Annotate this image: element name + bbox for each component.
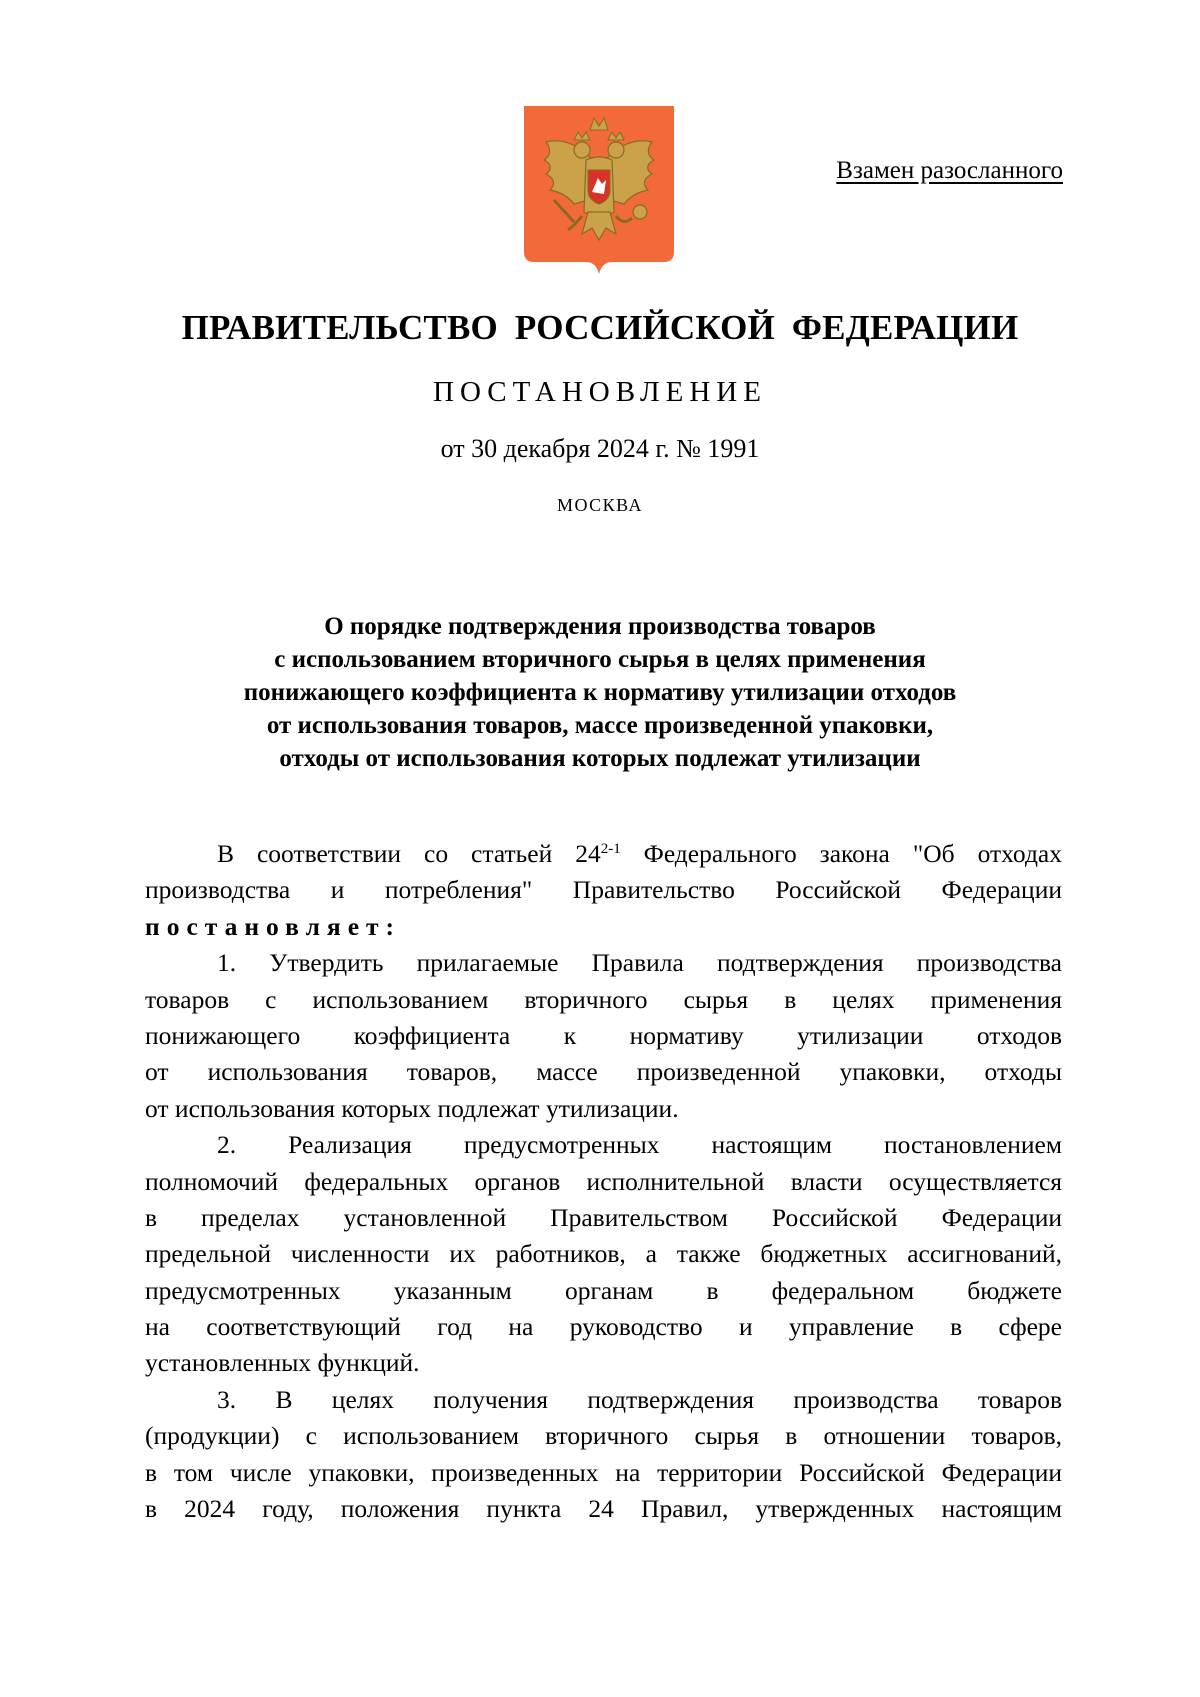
paragraph-1-line: товаров с использованием вторичного сырья в целях применения: [145, 984, 1062, 1014]
resolves-word: [145, 909, 1062, 945]
paragraph-2-line: в пределах установленной Правительством Российской Федерации: [145, 1202, 1062, 1232]
paragraph-2-line: предусмотренных указанным органам в федеральном бюджете: [145, 1275, 1062, 1305]
replacement-note: Взамен разосланного: [836, 157, 1063, 184]
document-date-number: от 30 декабря 2024 г. № 1991: [440, 434, 760, 463]
resolves-text: постановляет:: [145, 911, 402, 941]
preamble-text: В соответствии со статьей 24: [217, 839, 601, 868]
paragraph-2-line: 2. Реализация предусмотренных настоящим постановлением: [217, 1130, 1062, 1160]
government-title: ПРАВИТЕЛЬСТВО РОССИЙСКОЙ ФЕДЕРАЦИИ: [181, 308, 1019, 347]
paragraph-3-line: (продукции) с использованием вторичного сырья в отношении товаров,: [145, 1421, 1062, 1451]
paragraph-2-line: установленных функций.: [145, 1348, 420, 1378]
subject-line: от использования товаров, массе произведенной упаковки,: [266, 712, 934, 739]
paragraph-1-line: 1. Утвердить прилагаемые Правила подтверждения производства: [217, 948, 1062, 978]
document-body: [145, 836, 1062, 1527]
preamble-line: производства и потребления" Правительство Российской Федерации: [145, 875, 1062, 905]
paragraph-3-line: в 2024 году, положения пункта 24 Правил, утвержденных настоящим: [145, 1494, 1062, 1524]
paragraph-2-line: полномочий федеральных органов исполнительной власти осуществляется: [145, 1166, 1062, 1196]
document-type: ПОСТАНОВЛЕНИЕ: [433, 376, 767, 408]
preamble-text: Федерального закона "Об отходах: [620, 839, 1062, 868]
article-superscript: 2-1: [600, 841, 621, 857]
preamble-line: [145, 836, 1062, 872]
subject-line: О порядке подтверждения производства товаров: [324, 613, 876, 640]
subject-line: с использованием вторичного сырья в целях применения: [274, 646, 926, 673]
paragraph-1-line: от использования которых подлежат утилизации.: [145, 1093, 679, 1123]
paragraph-2-line: предельной численности их работников, а также бюджетных ассигнований,: [145, 1239, 1062, 1269]
subject-line: понижающего коэффициента к нормативу утилизации отходов: [243, 679, 957, 706]
paragraph-3-line: в том числе упаковки, произведенных на территории Российской Федерации: [145, 1457, 1062, 1487]
subject-line: отходы от использования которых подлежат утилизации: [279, 745, 921, 772]
document-city: МОСКВА: [556, 495, 644, 515]
paragraph-2-line: на соответствующий год на руководство и управление в сфере: [145, 1312, 1062, 1342]
coat-of-arms-icon: [522, 104, 676, 276]
paragraph-3-line: 3. В целях получения подтверждения производства товаров: [217, 1384, 1062, 1414]
paragraph-1-line: понижающего коэффициента к нормативу утилизации отходов: [145, 1020, 1062, 1050]
document-subject: [0, 610, 1200, 775]
paragraph-1-line: от использования товаров, массе произведенной упаковки, отходы: [145, 1057, 1062, 1087]
